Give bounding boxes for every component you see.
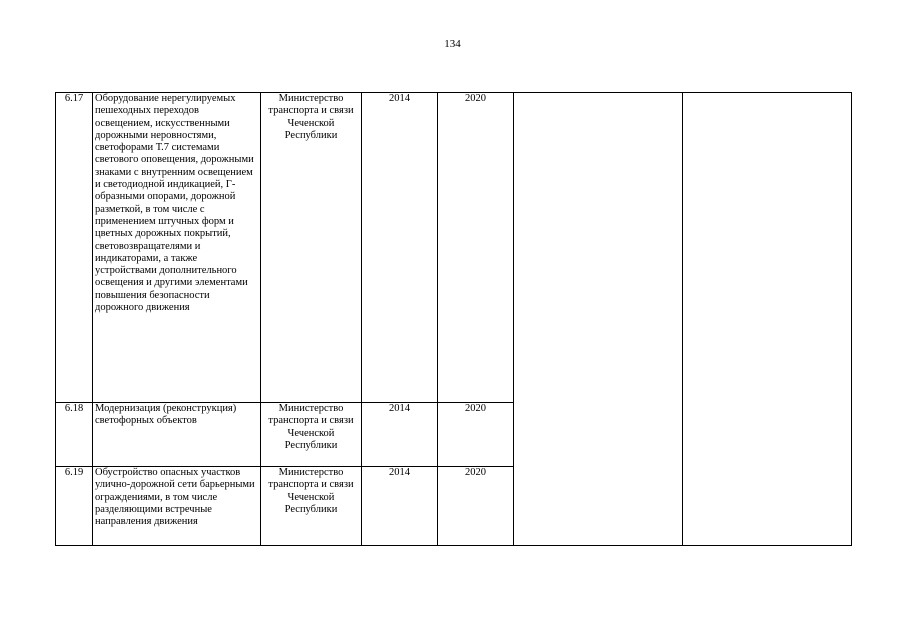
page-number: 134 <box>444 38 461 50</box>
measure-name: Обустройство опасных участков улично-дорожной сети барьерными ограждениями, в том числе разделяющими встречные направления движения <box>93 467 261 546</box>
executor: Министерство транспорта и связи Чеченской Республики <box>261 403 362 467</box>
empty-cell <box>514 93 683 546</box>
program-table <box>55 92 852 546</box>
start-year: 2014 <box>362 467 438 546</box>
end-year: 2020 <box>438 93 514 403</box>
executor: Министерство транспорта и связи Чеченской Республики <box>261 467 362 546</box>
start-year: 2014 <box>362 403 438 467</box>
row-number: 6.17 <box>56 93 93 403</box>
end-year: 2020 <box>438 403 514 467</box>
table-row <box>56 93 852 403</box>
empty-cell <box>683 93 852 546</box>
row-number: 6.19 <box>56 467 93 546</box>
measure-name: Модернизация (реконструкция) светофорных объектов <box>93 403 261 467</box>
start-year: 2014 <box>362 93 438 403</box>
row-number: 6.18 <box>56 403 93 467</box>
end-year: 2020 <box>438 467 514 546</box>
measure-name: Оборудование нерегулируемых пешеходных переходов освещением, искусственными дорожными неровностями, светофорами Т.7 системами светового оповещения, дорожными знаками с внутренним освещением и светодиодной индикацией, Г-образными опорами, дорожной разметкой, в том числе с применением штучных форм и цветных дорожных покрытий, световозвращателями и индикаторами, а также устройствами дополнительного освещения и другими элементами повышения безопасности дорожного движения <box>93 93 261 403</box>
executor: Министерство транспорта и связи Чеченской Республики <box>261 93 362 403</box>
